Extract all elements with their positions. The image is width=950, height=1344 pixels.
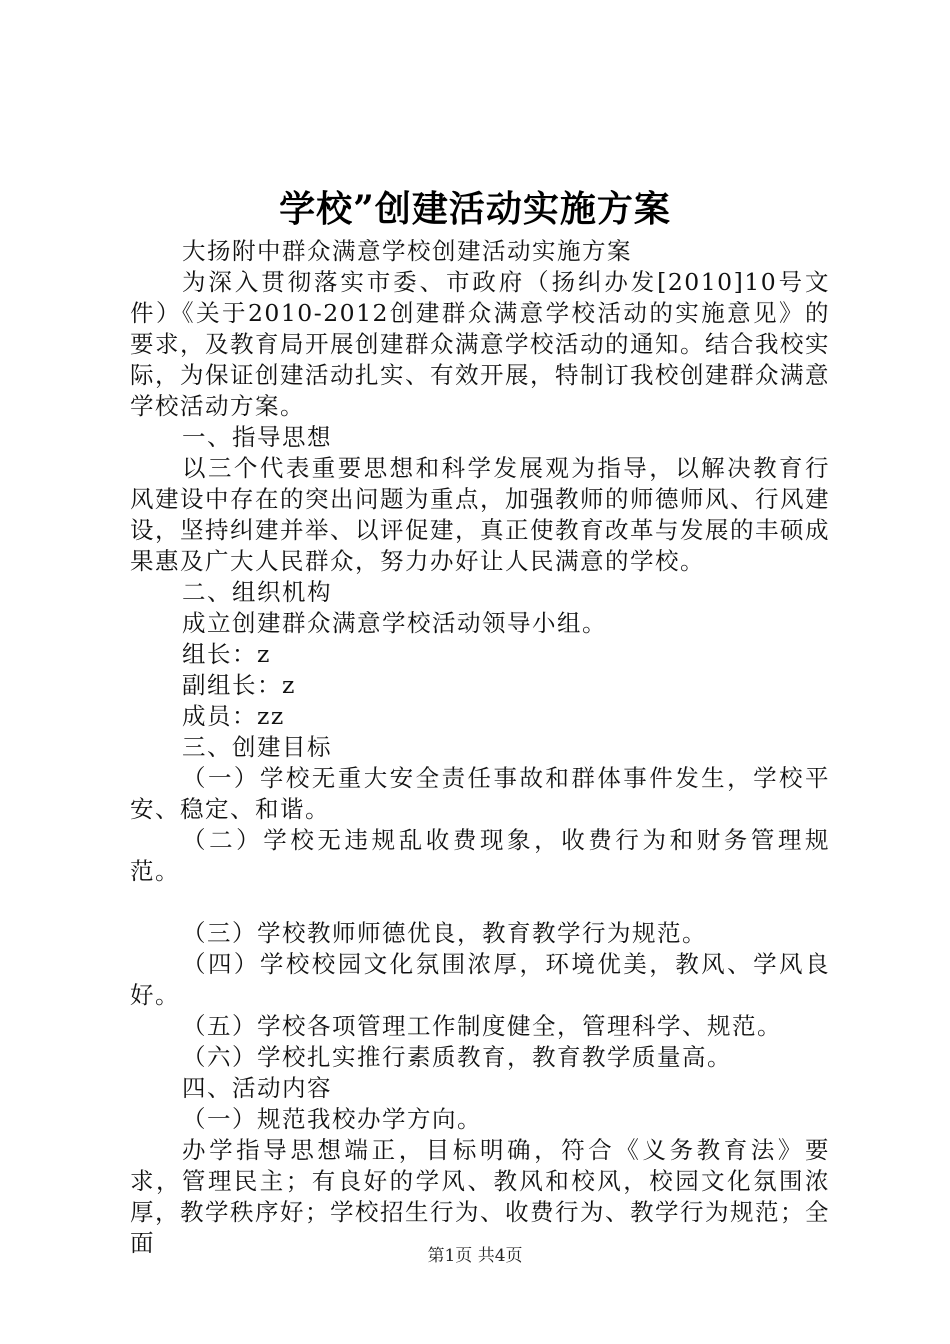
guiding-ideology-paragraph: 以三个代表重要思想和科学发展观为指导，以解决教育行风建设中存在的突出问题为重点，加强教师的师德师风、行风建设，坚持纠建并举、以评促建，真正使教育改革与发展的丰硕成果惠及广大人民群众，努力办好让人民满意的学校。	[130, 454, 830, 575]
organization-paragraph: 成立创建群众满意学校活动领导小组。	[182, 609, 607, 637]
document-body	[130, 236, 830, 1259]
goal-item: （四）学校校园文化氛围浓厚，环境优美，教风、学风良好。	[130, 950, 830, 1009]
activity-paragraph: 办学指导思想端正，目标明确，符合《义务教育法》要求，管理民主；有良好的学风、教风和校风，校园文化氛围浓厚，教学秩序好；学校招生行为、收费行为、教学行为规范；全面	[130, 1136, 830, 1257]
section-heading-guiding-ideology: 一、指导思想	[182, 423, 332, 451]
leader-line: 组长：z	[182, 640, 271, 668]
goal-item: （二）学校无违规乱收费现象，收费行为和财务管理规范。	[130, 826, 830, 885]
document-title: 学校”创建活动实施方案	[279, 188, 671, 230]
subtitle-line: 大扬附中群众满意学校创建活动实施方案	[182, 237, 632, 265]
activity-item: （一）规范我校办学方向。	[182, 1105, 482, 1133]
deputy-leader-line: 副组长：z	[182, 671, 296, 699]
blank-line	[130, 887, 830, 918]
members-line: 成员：zz	[182, 702, 285, 730]
page-footer: 第1页 共4页	[427, 1246, 523, 1266]
goal-item: （一）学校无重大安全责任事故和群体事件发生，学校平安、稳定、和谐。	[130, 764, 830, 823]
section-heading-goals: 三、创建目标	[182, 733, 332, 761]
goal-item: （五）学校各项管理工作制度健全，管理科学、规范。	[182, 1012, 782, 1040]
section-heading-activities: 四、活动内容	[182, 1074, 332, 1102]
goal-item: （六）学校扎实推行素质教育，教育教学质量高。	[182, 1043, 732, 1071]
intro-paragraph: 为深入贯彻落实市委、市政府（扬纠办发[2010]10号文件）《关于2010-2012创建群众满意学校活动的实施意见》的要求，及教育局开展创建群众满意学校活动的通知。结合我校实际，为保证创建活动扎实、有效开展，特制订我校创建群众满意学校活动方案。	[130, 268, 830, 420]
goal-item: （三）学校教师师德优良，教育教学行为规范。	[182, 919, 707, 947]
section-heading-organization: 二、组织机构	[182, 578, 332, 606]
